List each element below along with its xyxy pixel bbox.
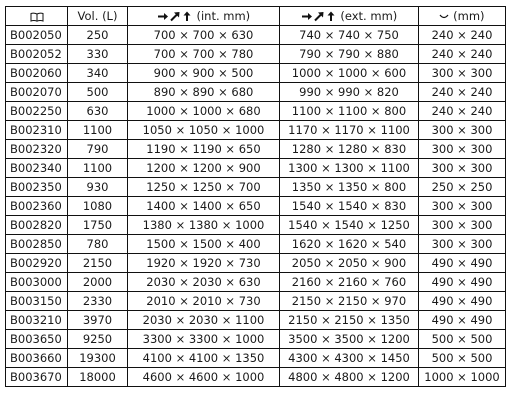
table-row	[6, 102, 506, 121]
cell-volume: 630	[68, 102, 128, 121]
cell-internal-dimensions: 4600 × 4600 × 1000	[128, 368, 280, 387]
cell-internal-dimensions: 1190 × 1190 × 650	[128, 140, 280, 159]
cell-volume: 18000	[68, 368, 128, 387]
cell-internal-dimensions: 3300 × 3300 × 1000	[128, 330, 280, 349]
cell-reference: B002850	[6, 235, 68, 254]
cell-external-dimensions: 1350 × 1350 × 800	[280, 178, 419, 197]
cell-volume: 2330	[68, 292, 128, 311]
cell-volume: 1100	[68, 121, 128, 140]
table-row	[6, 159, 506, 178]
cell-external-dimensions: 2050 × 2050 × 900	[280, 254, 419, 273]
table-row	[6, 311, 506, 330]
cell-internal-dimensions: 1500 × 1500 × 400	[128, 235, 280, 254]
cell-internal-dimensions: 2010 × 2010 × 730	[128, 292, 280, 311]
cell-reference: B002360	[6, 197, 68, 216]
cell-opening: 240 × 240	[419, 26, 506, 45]
table-row	[6, 254, 506, 273]
cell-external-dimensions: 1300 × 1300 × 1100	[280, 159, 419, 178]
cell-opening: 500 × 500	[419, 349, 506, 368]
cell-reference: B002060	[6, 64, 68, 83]
cell-internal-dimensions: 2030 × 2030 × 630	[128, 273, 280, 292]
cell-external-dimensions: 2150 × 2150 × 970	[280, 292, 419, 311]
dimension-arrows-icon	[157, 11, 193, 22]
cell-reference: B002052	[6, 45, 68, 64]
cell-internal-dimensions: 1380 × 1380 × 1000	[128, 216, 280, 235]
table-row	[6, 197, 506, 216]
cell-internal-dimensions: 700 × 700 × 780	[128, 45, 280, 64]
cell-reference: B003660	[6, 349, 68, 368]
table-row	[6, 64, 506, 83]
cell-reference: B003650	[6, 330, 68, 349]
cell-internal-dimensions: 900 × 900 × 500	[128, 64, 280, 83]
cell-opening: 300 × 300	[419, 216, 506, 235]
cell-reference: B002820	[6, 216, 68, 235]
cell-internal-dimensions: 4100 × 4100 × 1350	[128, 349, 280, 368]
cell-opening: 300 × 300	[419, 197, 506, 216]
cell-internal-dimensions: 2030 × 2030 × 1100	[128, 311, 280, 330]
cell-volume: 19300	[68, 349, 128, 368]
cell-reference: B003210	[6, 311, 68, 330]
cell-external-dimensions: 740 × 740 × 750	[280, 26, 419, 45]
cell-reference: B002250	[6, 102, 68, 121]
table-row	[6, 45, 506, 64]
opening-label: (mm)	[453, 9, 485, 23]
cell-reference: B002350	[6, 178, 68, 197]
cell-internal-dimensions: 1400 × 1400 × 650	[128, 197, 280, 216]
cell-reference: B003000	[6, 273, 68, 292]
cell-external-dimensions: 1540 × 1540 × 830	[280, 197, 419, 216]
book-icon	[30, 12, 44, 22]
cell-external-dimensions: 1540 × 1540 × 1250	[280, 216, 419, 235]
cell-internal-dimensions: 1000 × 1000 × 680	[128, 102, 280, 121]
cell-internal-dimensions: 1920 × 1920 × 730	[128, 254, 280, 273]
cell-reference: B003150	[6, 292, 68, 311]
cell-reference: B003670	[6, 368, 68, 387]
cell-volume: 2000	[68, 273, 128, 292]
cell-volume: 330	[68, 45, 128, 64]
cell-volume: 930	[68, 178, 128, 197]
cell-external-dimensions: 1620 × 1620 × 540	[280, 235, 419, 254]
cell-volume: 500	[68, 83, 128, 102]
table-row	[6, 292, 506, 311]
cell-external-dimensions: 1000 × 1000 × 600	[280, 64, 419, 83]
cell-external-dimensions: 2160 × 2160 × 760	[280, 273, 419, 292]
table-row	[6, 368, 506, 387]
cell-opening: 490 × 490	[419, 273, 506, 292]
cell-volume: 1100	[68, 159, 128, 178]
cell-opening: 240 × 240	[419, 83, 506, 102]
cell-external-dimensions: 790 × 790 × 880	[280, 45, 419, 64]
cell-opening: 500 × 500	[419, 330, 506, 349]
cell-reference: B002050	[6, 26, 68, 45]
internal-dimensions-label: (int. mm)	[196, 9, 251, 23]
specs-table	[5, 6, 506, 387]
cell-opening: 300 × 300	[419, 235, 506, 254]
cell-volume: 2150	[68, 254, 128, 273]
cell-external-dimensions: 1100 × 1100 × 800	[280, 102, 419, 121]
col-volume: Vol. (L)	[68, 7, 128, 26]
table-row	[6, 349, 506, 368]
cell-opening: 240 × 240	[419, 102, 506, 121]
table-row	[6, 216, 506, 235]
cell-external-dimensions: 4300 × 4300 × 1450	[280, 349, 419, 368]
cell-reference: B002070	[6, 83, 68, 102]
cell-volume: 1080	[68, 197, 128, 216]
cell-internal-dimensions: 700 × 700 × 630	[128, 26, 280, 45]
table-row	[6, 83, 506, 102]
cell-opening: 240 × 240	[419, 45, 506, 64]
cell-internal-dimensions: 1050 × 1050 × 1000	[128, 121, 280, 140]
cell-volume: 250	[68, 26, 128, 45]
cell-volume: 790	[68, 140, 128, 159]
cell-opening: 300 × 300	[419, 64, 506, 83]
cell-opening: 490 × 490	[419, 311, 506, 330]
cell-reference: B002920	[6, 254, 68, 273]
cell-volume: 1750	[68, 216, 128, 235]
cell-external-dimensions: 4800 × 4800 × 1200	[280, 368, 419, 387]
cell-external-dimensions: 3500 × 3500 × 1200	[280, 330, 419, 349]
cell-volume: 780	[68, 235, 128, 254]
cell-opening: 490 × 490	[419, 292, 506, 311]
table-row	[6, 330, 506, 349]
dimension-arrows-icon	[301, 11, 337, 22]
cell-volume: 340	[68, 64, 128, 83]
table-row	[6, 140, 506, 159]
cell-opening: 300 × 300	[419, 159, 506, 178]
col-opening	[419, 7, 506, 26]
cell-reference: B002310	[6, 121, 68, 140]
cell-volume: 9250	[68, 330, 128, 349]
col-external-dimensions	[280, 7, 419, 26]
cell-internal-dimensions: 890 × 890 × 680	[128, 83, 280, 102]
cell-opening: 490 × 490	[419, 254, 506, 273]
cell-internal-dimensions: 1200 × 1200 × 900	[128, 159, 280, 178]
col-internal-dimensions	[128, 7, 280, 26]
cell-volume: 3970	[68, 311, 128, 330]
table-row	[6, 235, 506, 254]
cell-reference: B002340	[6, 159, 68, 178]
cell-external-dimensions: 1170 × 1170 × 1100	[280, 121, 419, 140]
cell-external-dimensions: 2150 × 2150 × 1350	[280, 311, 419, 330]
header-row	[6, 7, 506, 26]
col-reference	[6, 7, 68, 26]
table-row	[6, 121, 506, 140]
cell-opening: 250 × 250	[419, 178, 506, 197]
cell-external-dimensions: 1280 × 1280 × 830	[280, 140, 419, 159]
cell-opening: 300 × 300	[419, 121, 506, 140]
external-dimensions-label: (ext. mm)	[340, 9, 398, 23]
cell-opening: 1000 × 1000	[419, 368, 506, 387]
table-row	[6, 273, 506, 292]
cell-opening: 300 × 300	[419, 140, 506, 159]
table-row	[6, 26, 506, 45]
table-row	[6, 178, 506, 197]
opening-icon	[439, 13, 449, 21]
cell-external-dimensions: 990 × 990 × 820	[280, 83, 419, 102]
cell-internal-dimensions: 1250 × 1250 × 700	[128, 178, 280, 197]
cell-reference: B002320	[6, 140, 68, 159]
